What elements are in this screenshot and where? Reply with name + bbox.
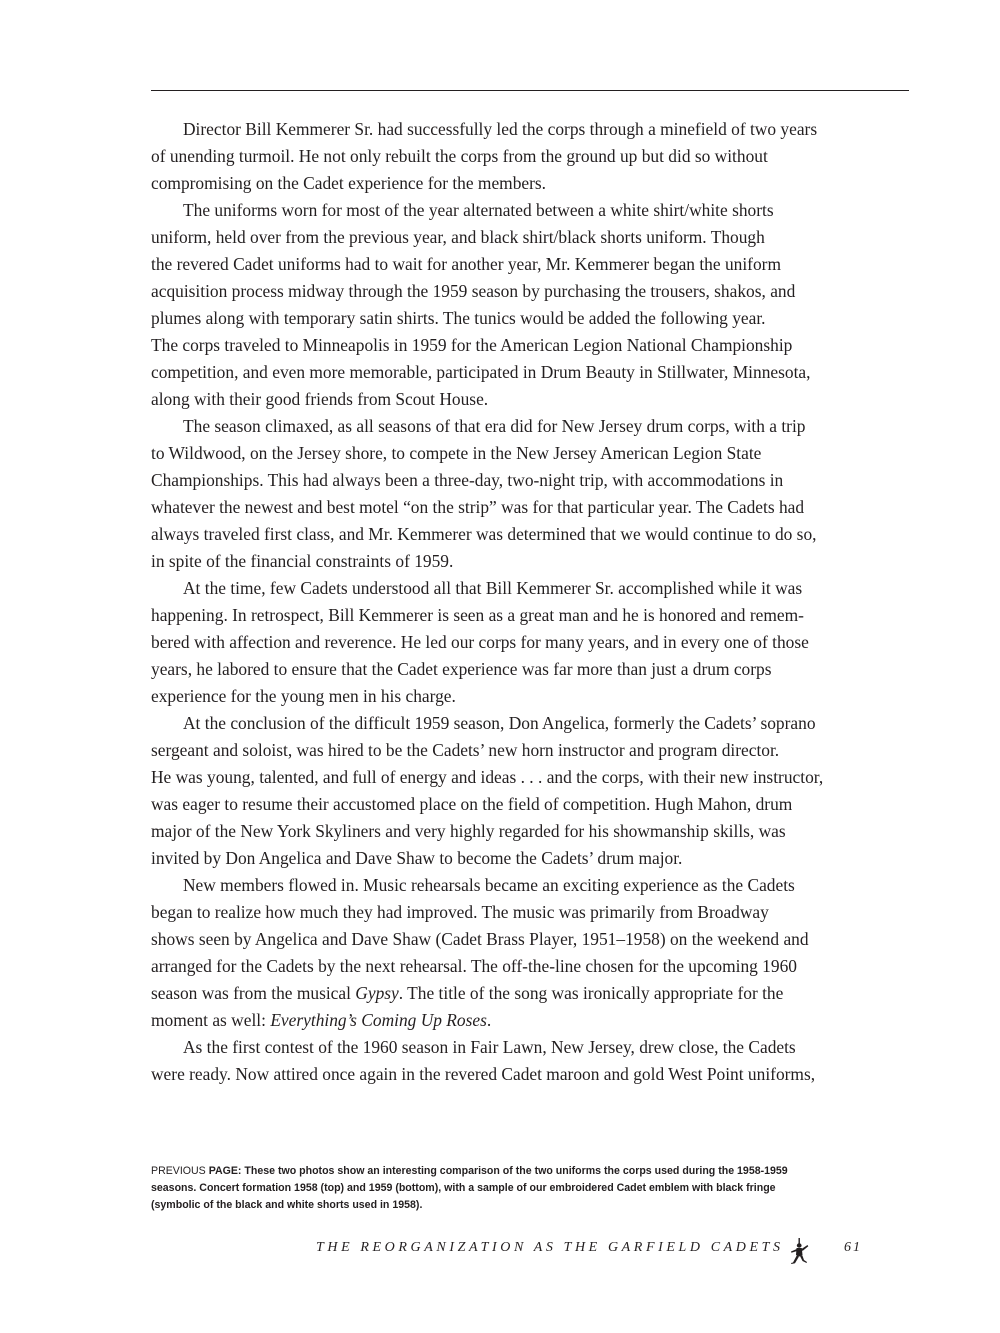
text-line: plumes along with temporary satin shirts. The tunics would be added the following year. bbox=[151, 308, 766, 328]
text-line: At the conclusion of the difficult 1959 season, Don Angelica, formerly the Cadets’ soprano bbox=[183, 713, 816, 733]
text-line: of unending turmoil. He not only rebuilt the corps from the ground up but did so without bbox=[151, 146, 768, 166]
text-run: . bbox=[486, 1010, 492, 1030]
text-line: uniform, held over from the previous year, and black shirt/black shorts uniform. Though bbox=[151, 227, 765, 247]
text-run: season was from the musical bbox=[151, 983, 356, 1003]
text-line: experience for the young men in his charge. bbox=[151, 686, 456, 706]
text-run: . The title of the song was ironically appropriate for the bbox=[398, 983, 784, 1003]
page-number: 61 bbox=[844, 1240, 862, 1255]
text-line: As the first contest of the 1960 season in Fair Lawn, New Jersey, drew close, the Cadets bbox=[183, 1037, 796, 1057]
running-title: THE REORGANIZATION AS THE GARFIELD CADETS bbox=[316, 1240, 784, 1255]
text-line: years, he labored to ensure that the Cadet experience was far more than just a drum corps bbox=[151, 659, 772, 679]
text-line: the revered Cadet uniforms had to wait for another year, Mr. Kemmerer began the uniform bbox=[151, 254, 781, 274]
text-run: moment as well: bbox=[151, 1010, 271, 1030]
text-line bbox=[151, 1007, 871, 1034]
text-line: sergeant and soloist, was hired to be the Cadets’ new horn instructor and program director. bbox=[151, 740, 780, 760]
text-line: bered with affection and reverence. He led our corps for many years, and in every one of those bbox=[151, 632, 809, 652]
song-title: Everything’s Coming Up Roses bbox=[270, 1010, 487, 1030]
text-line: to Wildwood, on the Jersey shore, to compete in the New Jersey American Legion State bbox=[151, 443, 762, 463]
text-line: were ready. Now attired once again in the revered Cadet maroon and gold West Point uniforms, bbox=[151, 1064, 816, 1084]
text-line: invited by Don Angelica and Dave Shaw to become the Cadets’ drum major. bbox=[151, 848, 683, 868]
page-footer bbox=[316, 1238, 876, 1266]
text-line: At the time, few Cadets understood all that Bill Kemmerer Sr. accomplished while it was bbox=[183, 578, 803, 598]
text-line: major of the New York Skyliners and very highly regarded for his showmanship skills, was bbox=[151, 821, 786, 841]
caption-line: (symbolic of the black and white shorts used in 1958). bbox=[151, 1199, 423, 1211]
photo-caption bbox=[151, 1163, 851, 1214]
text-line: acquisition process midway through the 1959 season by purchasing the trousers, shakos, and bbox=[151, 281, 796, 301]
text-line: Director Bill Kemmerer Sr. had successfully led the corps through a minefield of two years bbox=[183, 119, 818, 139]
text-line: in spite of the financial constraints of 1959. bbox=[151, 551, 454, 571]
text-line: whatever the newest and best motel “on the strip” was for that particular year. The Cadets had bbox=[151, 497, 805, 517]
text-line: The corps traveled to Minneapolis in 1959 for the American Legion National Championship bbox=[151, 335, 793, 355]
text-line bbox=[151, 980, 871, 1007]
text-line: along with their good friends from Scout House. bbox=[151, 389, 489, 409]
text-line: began to realize how much they had improved. The music was primarily from Broadway bbox=[151, 902, 769, 922]
text-line: was eager to resume their accustomed place on the field of competition. Hugh Mahon, drum bbox=[151, 794, 793, 814]
text-line: The uniforms worn for most of the year alternated between a white shirt/white shorts bbox=[183, 200, 774, 220]
caption-line: seasons. Concert formation 1958 (top) and 1959 (bottom), with a sample of our embroidered Cadet emblem with black fringe bbox=[151, 1182, 776, 1194]
header-rule bbox=[151, 90, 909, 91]
text-line: New members flowed in. Music rehearsals became an exciting experience as the Cadets bbox=[183, 875, 795, 895]
text-line: compromising on the Cadet experience for the members. bbox=[151, 173, 547, 193]
text-line: The season climaxed, as all seasons of that era did for New Jersey drum corps, with a trip bbox=[183, 416, 806, 436]
musical-title: Gypsy bbox=[355, 983, 399, 1003]
drum-major-figure-icon bbox=[788, 1238, 810, 1266]
text-line: happening. In retrospect, Bill Kemmerer is seen as a great man and he is honored and remem- bbox=[151, 605, 804, 625]
body-text bbox=[151, 116, 871, 1088]
text-line: arranged for the Cadets by the next rehearsal. The off-the-line chosen for the upcoming 1960 bbox=[151, 956, 797, 976]
caption-line bbox=[151, 1163, 851, 1180]
caption-lead: PREVIOUS bbox=[151, 1165, 206, 1177]
text-line: Championships. This had always been a three-day, two-night trip, with accommodations in bbox=[151, 470, 784, 490]
text-line: He was young, talented, and full of energy and ideas . . . and the corps, with their new instructor, bbox=[151, 767, 824, 787]
text-line: competition, and even more memorable, participated in Drum Beauty in Stillwater, Minnesota, bbox=[151, 362, 811, 382]
text-line: always traveled first class, and Mr. Kemmerer was determined that we would continue to do so, bbox=[151, 524, 817, 544]
caption-text: PAGE: These two photos show an interesting comparison of the two uniforms the corps used during the 1958-1959 bbox=[205, 1165, 788, 1177]
text-line: shows seen by Angelica and Dave Shaw (Cadet Brass Player, 1951–1958) on the weekend and bbox=[151, 929, 809, 949]
